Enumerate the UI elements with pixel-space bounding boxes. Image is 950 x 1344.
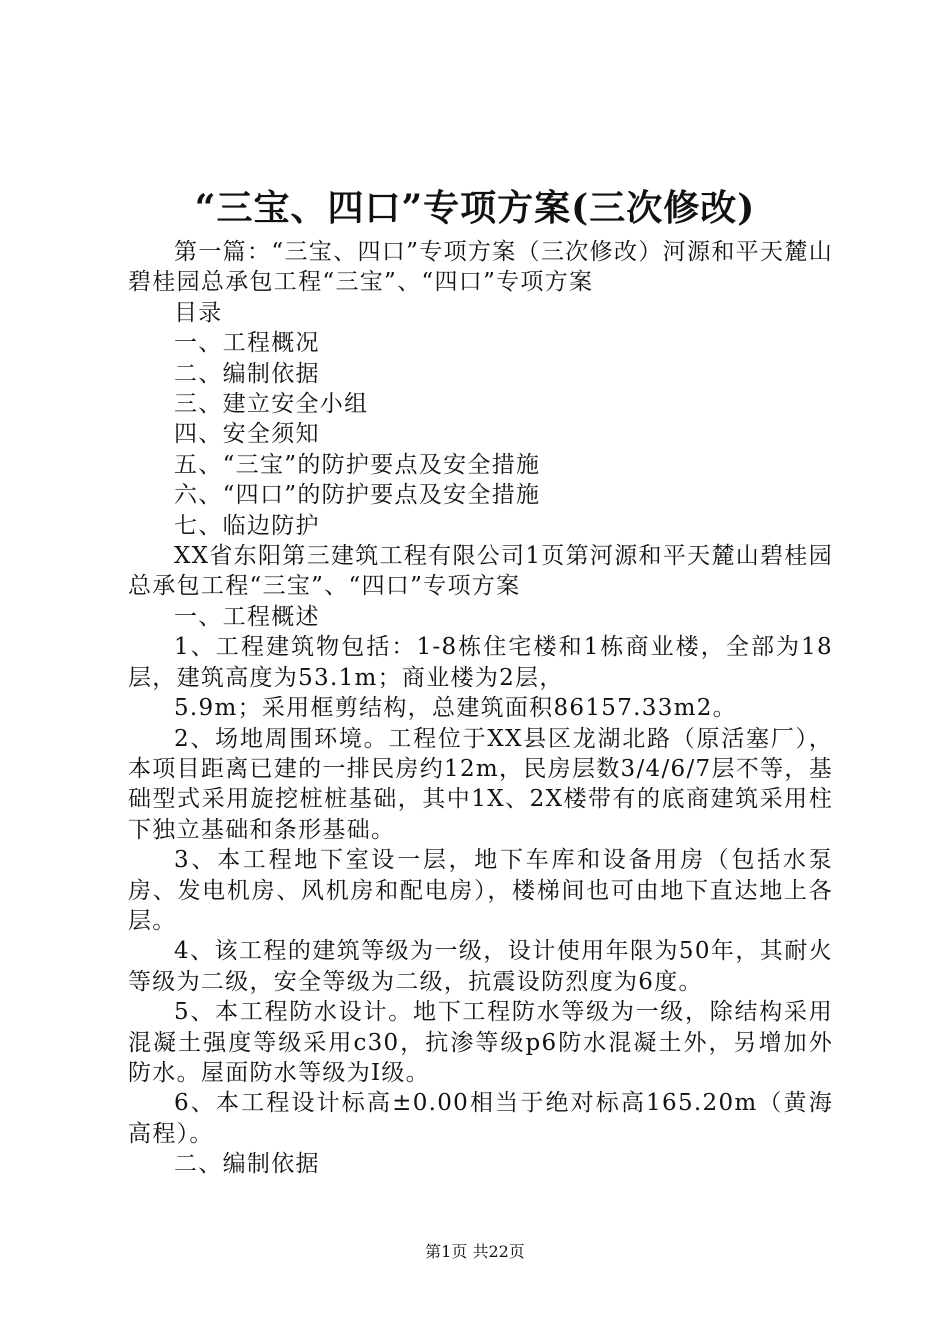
toc-item: 四、安全须知	[174, 421, 320, 448]
paragraph: 5.9m；采用框剪结构，总建筑面积86157.33m2。	[174, 695, 737, 722]
document-title: “三宝、四口”专项方案(三次修改)	[194, 187, 756, 229]
toc-heading: 目录	[174, 299, 223, 326]
page-number-footer: 第1页 共22页	[425, 1242, 525, 1261]
section-heading: 二、编制依据	[174, 1151, 320, 1178]
paragraph: 1、工程建筑物包括：1-8栋住宅楼和1栋商业楼，全部为18层，建筑高度为53.1m；商业楼为2层，	[128, 634, 833, 691]
paragraph: 4、该工程的建筑等级为一级，设计使用年限为50年，其耐火等级为二级，安全等级为二级，抗震设防烈度为6度。	[128, 938, 833, 995]
paragraph: 5、本工程防水设计。地下工程防水等级为一级，除结构采用混凝土强度等级采用c30，抗渗等级p6防水混凝土外，另增加外防水。屋面防水等级为Ⅰ级。	[128, 999, 833, 1086]
toc-item: 三、建立安全小组	[174, 391, 369, 418]
paragraph: 第一篇：“三宝、四口”专项方案（三次修改）河源和平天麓山碧桂园总承包工程“三宝”、“四口”专项方案	[128, 239, 833, 296]
toc-item: 五、“三宝”的防护要点及安全措施	[174, 451, 541, 478]
toc-item: 二、编制依据	[174, 360, 320, 387]
toc-item: 七、临边防护	[174, 512, 320, 539]
paragraph: 3、本工程地下室设一层，地下车库和设备用房（包括水泵房、发电机房、风机房和配电房），楼梯间也可由地下直达地上各层。	[128, 847, 833, 934]
paragraph: XX省东阳第三建筑工程有限公司1页第河源和平天麓山碧桂园总承包工程“三宝”、“四口”专项方案	[128, 543, 833, 600]
paragraph: 6、本工程设计标高±0.00相当于绝对标高165.20m（黄海高程）。	[128, 1090, 833, 1147]
section-heading: 一、工程概述	[174, 603, 320, 630]
document-body	[128, 237, 833, 1180]
toc-item: 一、工程概况	[174, 330, 320, 357]
paragraph: 2、场地周围环境。工程位于XX县区龙湖北路（原活塞厂），本项目距离已建的一排民房约12m，民房层数3/4/6/7层不等，基础型式采用旋挖桩桩基础，其中1X、2X楼带有的底商建筑采用柱下独立基础和条形基础。	[128, 725, 833, 843]
toc-item: 六、“四口”的防护要点及安全措施	[174, 482, 541, 509]
